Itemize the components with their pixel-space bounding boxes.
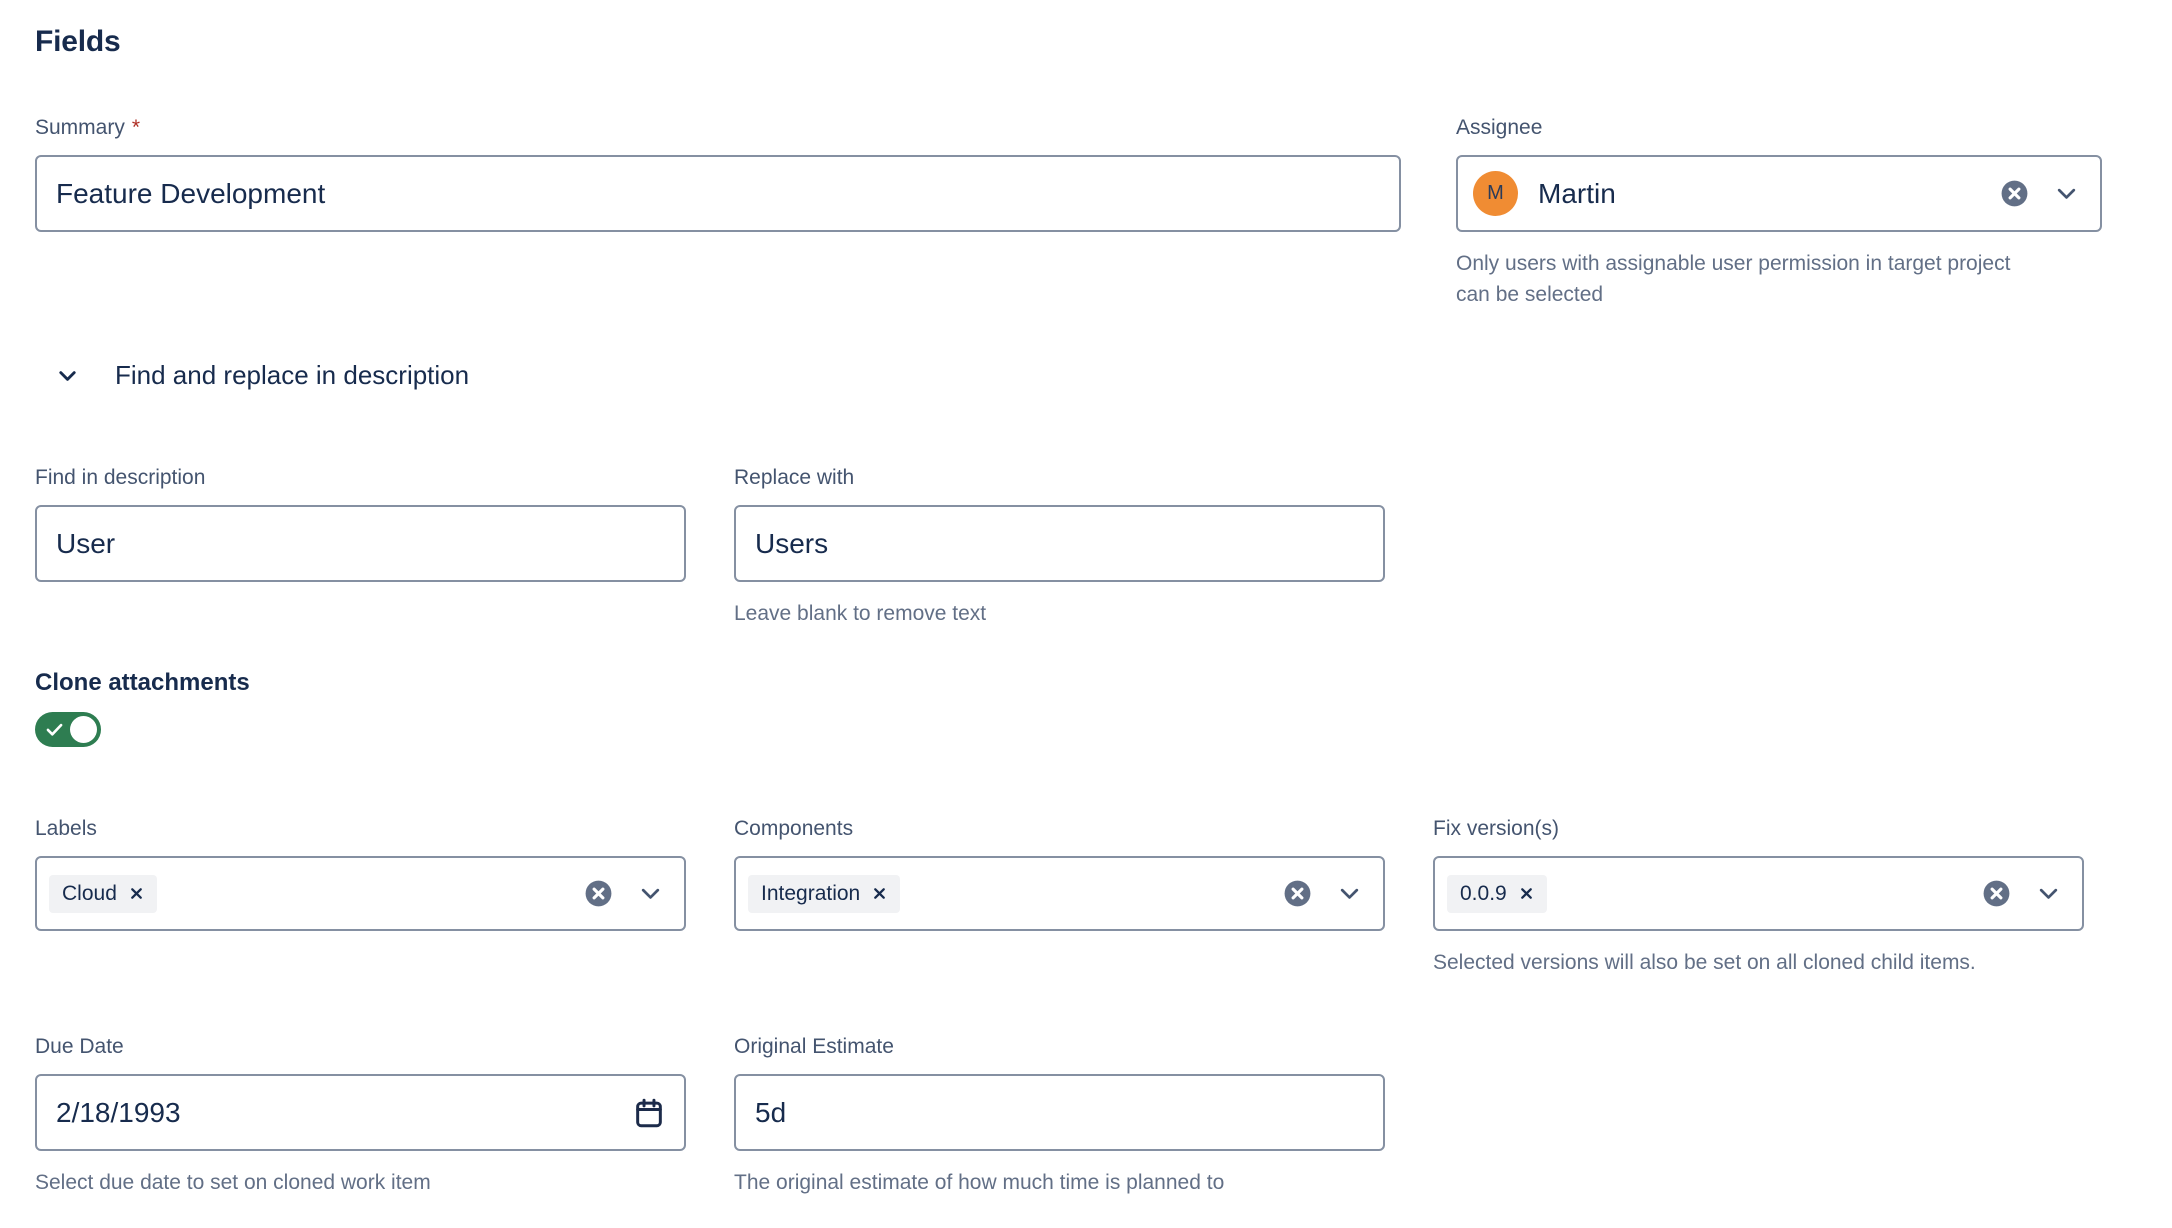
clone-attachments-toggle[interactable]	[35, 712, 101, 747]
assignee-value: Martin	[1538, 177, 1616, 209]
labels-field	[35, 816, 686, 931]
section-chevron-down-icon	[56, 364, 79, 387]
due-date-label: Due Date	[35, 1035, 124, 1058]
fix-versions-helper: Selected versions will also be set on all cloned child items.	[1433, 951, 1976, 974]
fix-versions-chevron-down-icon[interactable]	[2035, 880, 2062, 907]
tag-integration	[748, 875, 900, 913]
page-title: Fields	[35, 25, 121, 58]
replace-field	[734, 465, 1385, 629]
clone-attachments-label: Clone attachments	[35, 669, 250, 696]
assignee-label: Assignee	[1456, 116, 1543, 139]
due-date-helper: Select due date to set on cloned work item	[35, 1171, 431, 1194]
tag-label: Integration	[761, 881, 861, 905]
replace-helper: Leave blank to remove text	[734, 602, 987, 625]
tag-remove-icon[interactable]	[1519, 886, 1534, 901]
find-input[interactable]	[35, 505, 686, 582]
original-estimate-input[interactable]	[734, 1074, 1385, 1151]
replace-label: Replace with	[734, 466, 855, 489]
find-field	[35, 465, 686, 582]
summary-label-text: Summary	[35, 116, 125, 139]
row-summary-assignee	[35, 115, 2137, 310]
row-find-replace	[35, 465, 2137, 629]
tag-version	[1447, 875, 1547, 913]
summary-field	[35, 115, 1401, 232]
required-asterisk: *	[131, 116, 141, 139]
tag-label: 0.0.9	[1460, 881, 1507, 905]
tag-remove-icon[interactable]	[872, 886, 887, 901]
tag-cloud	[49, 875, 157, 913]
toggle-knob	[70, 716, 97, 743]
assignee-field	[1456, 115, 2102, 310]
row-duedate-estimate	[35, 1034, 2137, 1198]
fix-versions-field	[1433, 816, 2084, 978]
fix-versions-label: Fix version(s)	[1433, 817, 1560, 840]
find-replace-section-toggle[interactable]	[35, 359, 2137, 391]
labels-chevron-down-icon[interactable]	[637, 880, 664, 907]
section-title: Find and replace in description	[115, 360, 470, 390]
components-field	[734, 816, 1385, 931]
components-select[interactable]	[734, 856, 1385, 931]
summary-input[interactable]	[35, 155, 1401, 232]
labels-label: Labels	[35, 817, 97, 840]
fix-versions-clear-icon[interactable]	[1981, 878, 2012, 909]
assignee-select[interactable]	[1456, 155, 2102, 232]
original-estimate-helper: The original estimate of how much time is planned to	[734, 1171, 1225, 1194]
components-label: Components	[734, 817, 854, 840]
original-estimate-field	[734, 1034, 1385, 1198]
original-estimate-label: Original Estimate	[734, 1035, 894, 1058]
find-label: Find in description	[35, 466, 206, 489]
replace-input[interactable]	[734, 505, 1385, 582]
tag-label: Cloud	[62, 881, 117, 905]
assignee-clear-icon[interactable]	[1999, 178, 2030, 209]
assignee-chevron-down-icon[interactable]	[2053, 180, 2080, 207]
fix-versions-select[interactable]	[1433, 856, 2084, 931]
row-labels-components-fixversions	[35, 816, 2137, 978]
assignee-avatar	[1473, 171, 1518, 216]
due-date-field	[35, 1034, 686, 1198]
due-date-input[interactable]	[35, 1074, 686, 1151]
labels-clear-icon[interactable]	[583, 878, 614, 909]
labels-select[interactable]	[35, 856, 686, 931]
components-chevron-down-icon[interactable]	[1336, 880, 1363, 907]
summary-label	[35, 115, 1401, 141]
check-icon	[44, 719, 65, 740]
tag-remove-icon[interactable]	[129, 886, 144, 901]
avatar-initial: M	[1487, 182, 1504, 204]
calendar-icon[interactable]	[632, 1096, 666, 1130]
components-clear-icon[interactable]	[1282, 878, 1313, 909]
assignee-helper: Only users with assignable user permission in target project can be selected	[1456, 252, 2011, 306]
